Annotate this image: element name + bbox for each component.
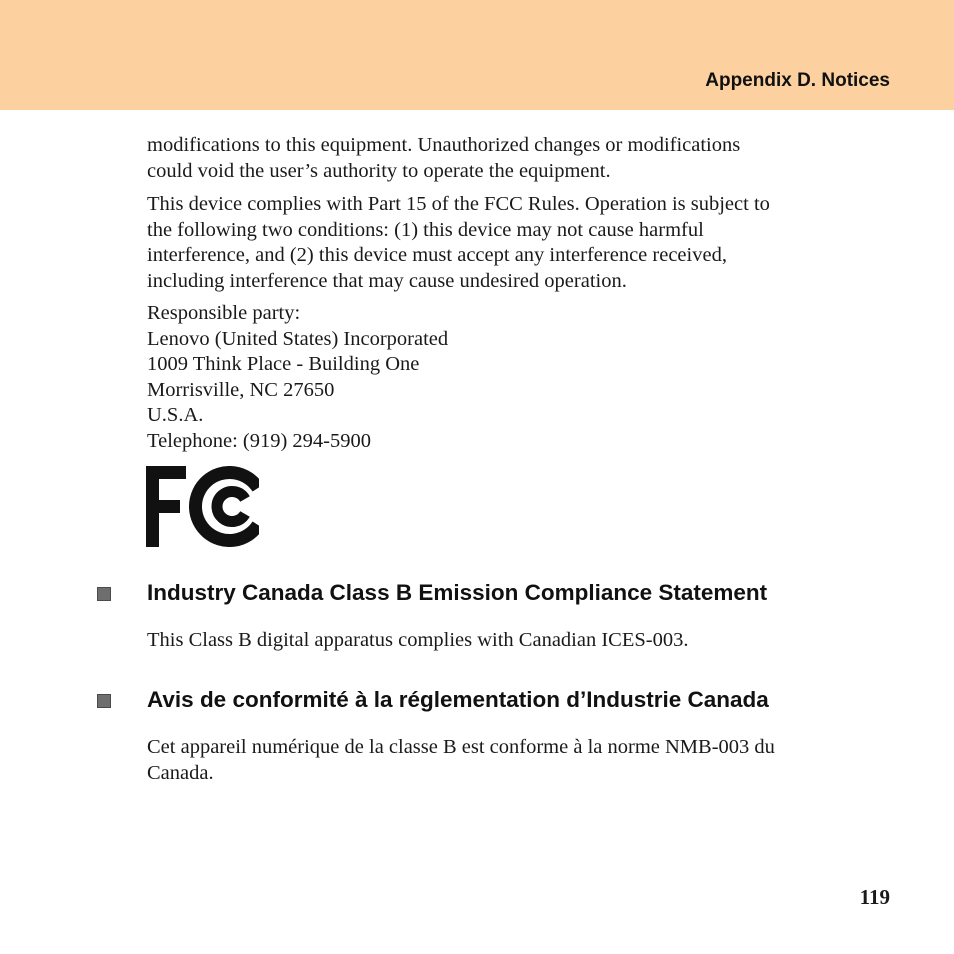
country-line: U.S.A. bbox=[147, 404, 204, 426]
text-line: the following two conditions: (1) this device may not cause harmful bbox=[147, 218, 704, 241]
text-line: Canada. bbox=[147, 761, 214, 784]
text-line: interference, and (2) this device must accept any interference received, bbox=[147, 244, 727, 266]
square-bullet-icon bbox=[97, 587, 111, 601]
section-body-avis-conformite bbox=[147, 735, 899, 786]
text-line: Cet appareil numérique de la classe B est conforme à la norme NMB-003 du bbox=[147, 736, 775, 758]
section-heading-text: Avis de conformité à la réglementation d’Industrie Canada bbox=[147, 687, 769, 712]
section-body-industry-canada bbox=[147, 628, 899, 654]
city-line: Morrisville, NC 27650 bbox=[147, 378, 335, 401]
square-bullet-icon bbox=[97, 694, 111, 708]
text-line: This Class B digital apparatus complies with Canadian ICES-003. bbox=[147, 629, 689, 651]
section-heading-text: Industry Canada Class B Emission Compliance Statement bbox=[147, 580, 768, 605]
company-name: Lenovo (United States) Incorporated bbox=[147, 327, 449, 350]
text-line: modifications to this equipment. Unauthorized changes or modifications bbox=[147, 134, 741, 156]
header-band bbox=[0, 0, 954, 110]
text-line: could void the user’s authority to operate the equipment. bbox=[147, 159, 611, 182]
text-line: This device complies with Part 15 of the FCC Rules. Operation is subject to bbox=[147, 193, 770, 215]
page-number: 119 bbox=[859, 885, 890, 909]
responsible-party-label: Responsible party: bbox=[147, 302, 301, 324]
paragraph-modifications bbox=[147, 133, 899, 184]
text-line: including interference that may cause undesired operation. bbox=[147, 269, 627, 292]
responsible-party-block bbox=[147, 301, 899, 454]
fcc-logo bbox=[146, 466, 259, 547]
paragraph-fcc-compliance bbox=[147, 192, 899, 294]
telephone-line: Telephone: (919) 294-5900 bbox=[147, 429, 372, 452]
address-line: 1009 Think Place - Building One bbox=[147, 353, 420, 375]
page-header-title: Appendix D. Notices bbox=[705, 70, 890, 91]
